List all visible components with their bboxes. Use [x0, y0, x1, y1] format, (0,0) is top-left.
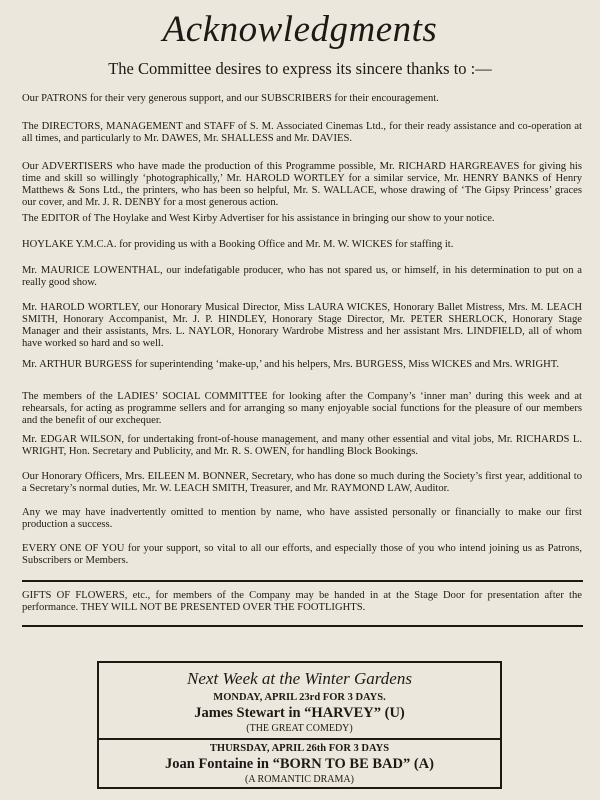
ack-advertisers: Our ADVERTISERS who have made the production of this Programme possible, Mr. RICHARD HARGREAVES for giving his time and skill so willingly ‘photographically,’ Mr. HAROLD WORTLEY for a similar service, Mr. HENRY BANKS of Henry Matthews & Sons Ltd., the printers, who has been so helpful, Mr. S. WALLACE, whose drawing of ‘The Gipsy Princess’ graces our cover, and Mr. J. R. DENBY for a most generous action.: [22, 161, 582, 208]
ack-everyone: EVERY ONE OF YOU for your support, so vital to all our efforts, and especially those of you who intend joining us as Patrons, Subscribers or Members.: [22, 543, 582, 566]
ack-ladies-committee: The members of the LADIES’ SOCIAL COMMITTEE for looking after the Company’s ‘inner man’ during this week and at rehearsals, for acting as programme sellers and for arranging so many enjoyable social functions for the pleasure of our members and the benefit of our exchequer.: [22, 391, 582, 426]
show-date: THURSDAY, APRIL 26th FOR 3 DAYS: [209, 743, 390, 754]
ack-directors: The DIRECTORS, MANAGEMENT and STAFF of S. M. Associated Cinemas Ltd., for their ready assistance and co-operation at all times, and particularly to Mr. DAWES, Mr. SHALLESS and Mr. DAVIES.: [22, 121, 582, 144]
next-week-panel: [97, 661, 502, 789]
divider-rule: [22, 625, 583, 627]
next-week-heading: Next Week at the Winter Gardens: [187, 669, 412, 688]
ack-make-up: Mr. ARTHUR BURGESS for superintending ‘make-up,’ and his helpers, Mrs. BURGESS, Miss WICKES and Mrs. WRIGHT.: [22, 359, 560, 370]
panel-divider: [99, 738, 500, 740]
show-genre: (THE GREAT COMEDY): [246, 723, 353, 734]
page-subtitle: The Committee desires to express its sincere thanks to :—: [108, 59, 492, 78]
ack-front-of-house: Mr. EDGAR WILSON, for undertaking front-of-house management, and many other essential and vital jobs, Mr. RICHARDS L. WRIGHT, Hon. Secretary and Publicity, and Mr. R. S. OWEN, for handling Block Bookings.: [22, 434, 582, 457]
ack-honorary-officers: Our Honorary Officers, Mrs. EILEEN M. BONNER, Secretary, who has done so much during the Society’s first year, additional to a Secretary’s normal duties, Mr. W. LEACH SMITH, Treasurer, and Mr. RAYMOND LAW, Auditor.: [22, 471, 582, 494]
page-title: Acknowledgments: [162, 9, 438, 50]
show-date: MONDAY, APRIL 23rd FOR 3 DAYS.: [213, 692, 386, 703]
ack-editor: The EDITOR of The Hoylake and West Kirby Advertiser for his assistance in bringing our show to your notice.: [22, 213, 495, 224]
show-film: Joan Fontaine in “BORN TO BE BAD” (A): [165, 756, 434, 772]
ack-patrons: Our PATRONS for their very generous support, and our SUBSCRIBERS for their encouragement.: [22, 93, 439, 104]
flowers-notice: GIFTS OF FLOWERS, etc., for members of the Company may be handed in at the Stage Door for presentation after the performance. THEY WILL NOT BE PRESENTED OVER THE FOOTLIGHTS.: [22, 590, 582, 613]
show-film: James Stewart in “HARVEY” (U): [194, 705, 405, 721]
show-genre: (A ROMANTIC DRAMA): [245, 774, 354, 785]
ack-omitted: Any we may have inadvertently omitted to mention by name, who have assisted personally or financially to make our first production a success.: [22, 507, 582, 530]
ack-honorary-staff: Mr. HAROLD WORTLEY, our Honorary Musical Director, Miss LAURA WICKES, Honorary Ballet Mistress, Mrs. M. LEACH SMITH, Honorary Accompanist, Mr. J. P. HINDLEY, Honorary Stage Director, Mr. PETER SHERLOCK, Honorary Stage Manager and their assistants, Mrs. L. NAYLOR, Honorary Wardrobe Mistress and her assistant Mrs. LINDFIELD, all of whom have worked so hard and so well.: [22, 302, 582, 349]
ack-ymca: HOYLAKE Y.M.C.A. for providing us with a Booking Office and Mr. M. W. WICKES for staffing it.: [22, 239, 454, 250]
ack-producer: Mr. MAURICE LOWENTHAL, our indefatigable producer, who has not spared us, or himself, in his determination to put on a really good show.: [22, 265, 582, 288]
divider-rule: [22, 580, 583, 582]
